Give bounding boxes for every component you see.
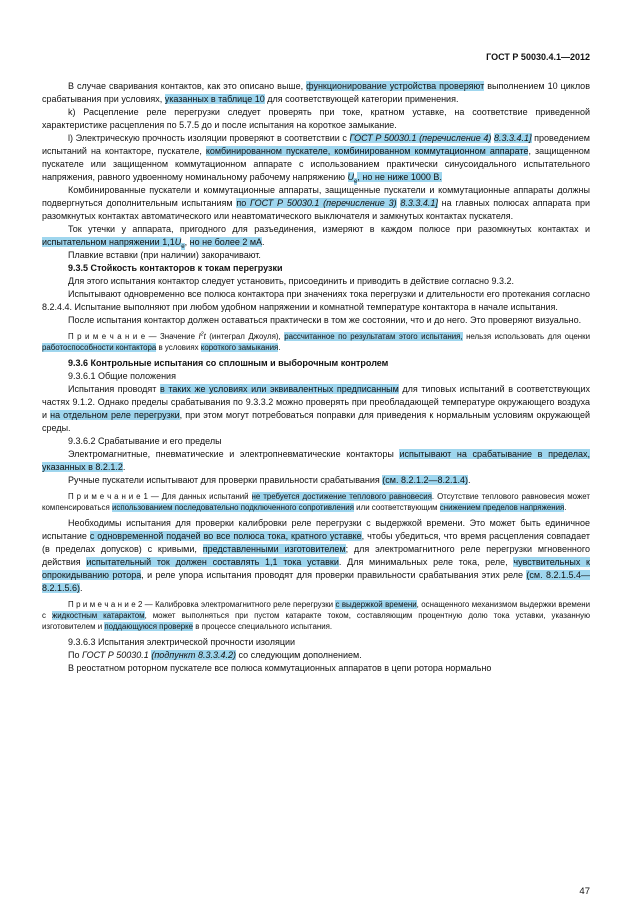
page-number: 47 [579, 886, 590, 897]
note-paragraph: П р и м е ч а н и е — Значение $I^2t$ (интеграл Джоуля), рассчитанное по результатам этого испытания, нельзя использовать для оценки работоспособности контактора в условиях короткого замыкания. [42, 331, 590, 352]
subsection-heading: 9.3.6.3 Испытания электрической прочности изоляции [68, 637, 296, 647]
paragraph: Ток утечки у аппарата, пригодного для разъединения, измеряют в каждом полюсе при разомкнутых контактах и испытательном напряжении $1,1U_e$, но не более 2 мА. [42, 224, 590, 250]
paragraph: Ручные пускатели испытывают для проверки правильности срабатывания (см. 8.2.1.2—8.2.1.4). [68, 475, 471, 485]
document-body [42, 80, 590, 675]
paragraph: Испытывают одновременно все полюса контактора при значениях тока перегрузки и длительности его протекания согласно 8.2.4.4. Испытание выполняют при любом удобном напряжении и комнатной температуре контактора в начале испытания. [42, 289, 590, 312]
paragraph: По ГОСТ Р 50030.1 (подпункт 8.3.3.4.2) со следующим дополнением. [68, 650, 362, 660]
paragraph: Плавкие вставки (при наличии) закорачивают. [68, 250, 261, 260]
note-paragraph: П р и м е ч а н и е 1 — Для данных испытаний не требуется достижение теплового равновесия. Отсутствие теплового равновесия может компенсироваться использованием последовательно подключенного сопротивления или соответствующим снижением пределов напряжения. [42, 492, 590, 512]
paragraph: Для этого испытания контактор следует установить, присоединить и приводить в действие согласно 9.3.2. [68, 276, 515, 286]
subsection-heading: 9.3.6.1 Общие положения [68, 371, 176, 381]
page-footer [579, 886, 590, 897]
paragraph: Комбинированные пускатели и коммутационные аппараты, защищенные пускатели и коммутационные аппараты должны подвергнуться дополнительным испытаниям по ГОСТ Р 50030.1 (перечисление 3) 8.3.3.4.1] на главных полюсах аппарата при разомкнутых контактах автоматического или неавтоматического выключателя и замкнутых контактах пускателя. [42, 185, 590, 221]
paragraph: В реостатном роторном пускателе все полюса коммутационных аппаратов в цепи ротора нормально [68, 663, 492, 673]
paragraph: l) Электрическую прочность изоляции проверяют в соответствии с ГОСТ Р 50030.1 (перечисление 4) 8.3.3.4.1] проведением испытаний на контакторе, пускателе, комбинированном пускателе, комбинированном коммутационном аппарате, защищенном пускателе или защищенном коммутационном аппарате с использованием практически синусоидального испытательного напряжения, равного удвоенному номинальному рабочему напряжению $U_e$, но не ниже 1000 В. [42, 133, 590, 185]
paragraph: k) Расцепление реле перегрузки следует проверять при токе, кратном уставке, на соответствие приведенной характеристике расцепления по 5.7.5 до и после испытания на короткое замыкание. [42, 107, 590, 130]
paragraph: В случае сваривания контактов, как это описано выше, функционирование устройства проверяют выполнением 10 циклов срабатывания при условиях, указанных в таблице 10 для соответствующей категории применения. [42, 81, 590, 104]
paragraph: Испытания проводят в таких же условиях или эквивалентных предписанным для типовых испытаний в соответствующих частях 9.1.2. Однако пределы срабатывания по 9.3.3.2 можно проверять при преобладающей температуре окружающего воздуха и на отдельном реле перегрузки, при этом могут потребоваться поправки для приведения к нормальным условиям окружающей среды. [42, 384, 591, 433]
note-paragraph: П р и м е ч а н и е 2 — Калибровка электромагнитного реле перегрузки с выдержкой времени, оснащенного механизмом выдержки времени с жидкостным катарактом, может выполняться при пустом катаракте током, составляющим процентную долю тока уставки, указанную изготовителем и поддающуюся проверке в процессе специального испытания. [42, 600, 590, 631]
subsection-heading: 9.3.6.2 Срабатывание и его пределы [68, 436, 222, 446]
paragraph: После испытания контактор должен оставаться практически в том же состоянии, что и до него. Это проверяют визуально. [68, 315, 582, 325]
paragraph: Необходимы испытания для проверки калибровки реле перегрузки с выдержкой времени. Это может быть единичное испытание с одновременной подачей во все полюса тока, кратного уставке, чтобы убедиться, что время расцепления совпадает (в пределах допусков) с кривыми, представленными изготовителем; для электромагнитного реле перегрузки мгновенного действия испытательный ток должен составлять 1,1 тока уставки. Для минимальных реле тока, реле, чувствительных к опрокидыванию ротора, и реле упора испытания проводят для проверки правильности срабатывания этих реле (см. 8.2.1.5.4—8.2.1.5.6). [42, 518, 591, 593]
section-heading: 9.3.5 Стойкость контакторов к токам перегрузки [68, 263, 283, 273]
standard-designation: ГОСТ Р 50030.4.1—2012 [486, 52, 590, 62]
page-header [42, 52, 590, 62]
section-heading: 9.3.6 Контрольные испытания со сплошным и выборочным контролем [68, 358, 389, 368]
paragraph: Электромагнитные, пневматические и электропневматические контакторы испытывают на срабатывание в пределах, указанных в 8.2.1.2. [42, 449, 591, 472]
